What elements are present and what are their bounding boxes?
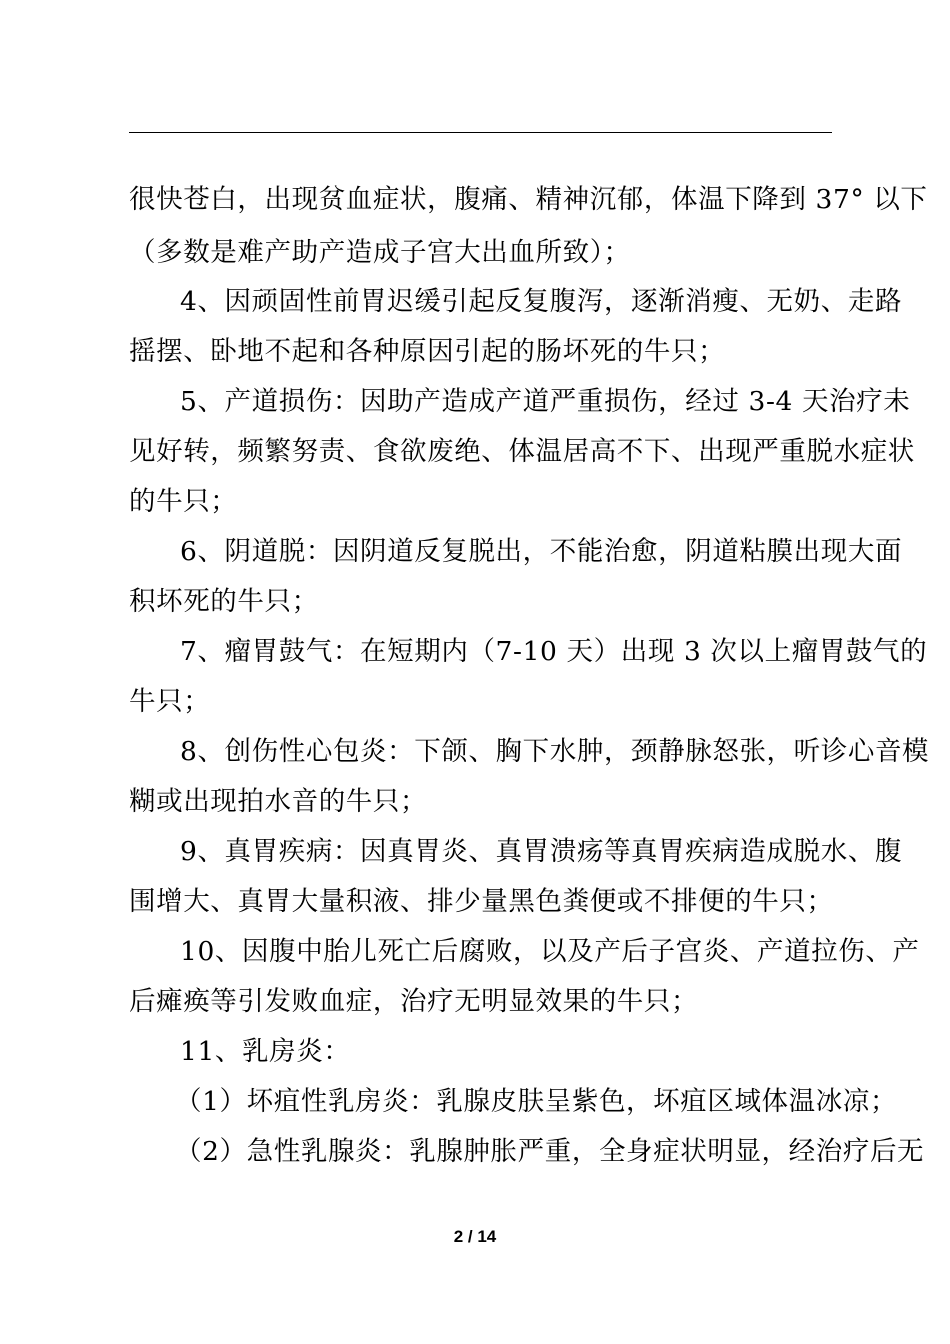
text-line-11: 牛只； bbox=[129, 686, 211, 717]
text-line-20: （2）急性乳腺炎：乳腺肿胀严重，全身症状明显，经治疗后无 bbox=[175, 1136, 925, 1167]
text-line-4: 摇摆、卧地不起和各种原因引起的肠坏死的牛只； bbox=[129, 336, 726, 367]
text-line-9: 积坏死的牛只； bbox=[129, 586, 319, 617]
header-rule bbox=[129, 132, 832, 133]
text-line-12: 8、创伤性心包炎：下颌、胸下水肿，颈静脉怒张，听诊心音模 bbox=[180, 736, 930, 767]
text-line-14: 9、真胃疾病：因真胃炎、真胃溃疡等真胃疾病造成脱水、腹 bbox=[180, 836, 903, 867]
text-line-16: 10、因腹中胎儿死亡后腐败，以及产后子宫炎、产道拉伤、产 bbox=[180, 936, 920, 967]
text-line-3: 4、因顽固性前胃迟缓引起反复腹泻，逐渐消瘦、无奶、走路 bbox=[180, 286, 903, 317]
text-line-18: 11、乳房炎： bbox=[180, 1036, 351, 1067]
text-line-6: 见好转，频繁努责、食欲废绝、体温居高不下、出现严重脱水症状 bbox=[129, 436, 915, 467]
text-line-19: （1）坏疽性乳房炎：乳腺皮肤呈紫色，坏疽区域体温冰凉； bbox=[175, 1086, 898, 1117]
page-number: 2 / 14 bbox=[453, 1227, 497, 1246]
text-line-7: 的牛只； bbox=[129, 486, 238, 517]
text-line-10: 7、瘤胃鼓气：在短期内（7-10 天）出现 3 次以上瘤胃鼓气的 bbox=[180, 636, 928, 667]
text-line-15: 围增大、真胃大量积液、排少量黑色粪便或不排便的牛只； bbox=[129, 886, 834, 917]
text-line-8: 6、阴道脱：因阴道反复脱出，不能治愈，阴道粘膜出现大面 bbox=[180, 536, 903, 567]
text-line-13: 糊或出现拍水音的牛只； bbox=[129, 786, 428, 817]
text-line-17: 后瘫痪等引发败血症，治疗无明显效果的牛只； bbox=[129, 986, 699, 1017]
text-line-5: 5、产道损伤：因助产造成产道严重损伤，经过 3-4 天治疗未 bbox=[180, 386, 911, 417]
text-line-2: （多数是难产助产造成子宫大出血所致）； bbox=[129, 237, 631, 268]
text-line-1: 很快苍白，出现贫血症状，腹痛、精神沉郁，体温下降到 37° 以下 bbox=[129, 184, 928, 215]
